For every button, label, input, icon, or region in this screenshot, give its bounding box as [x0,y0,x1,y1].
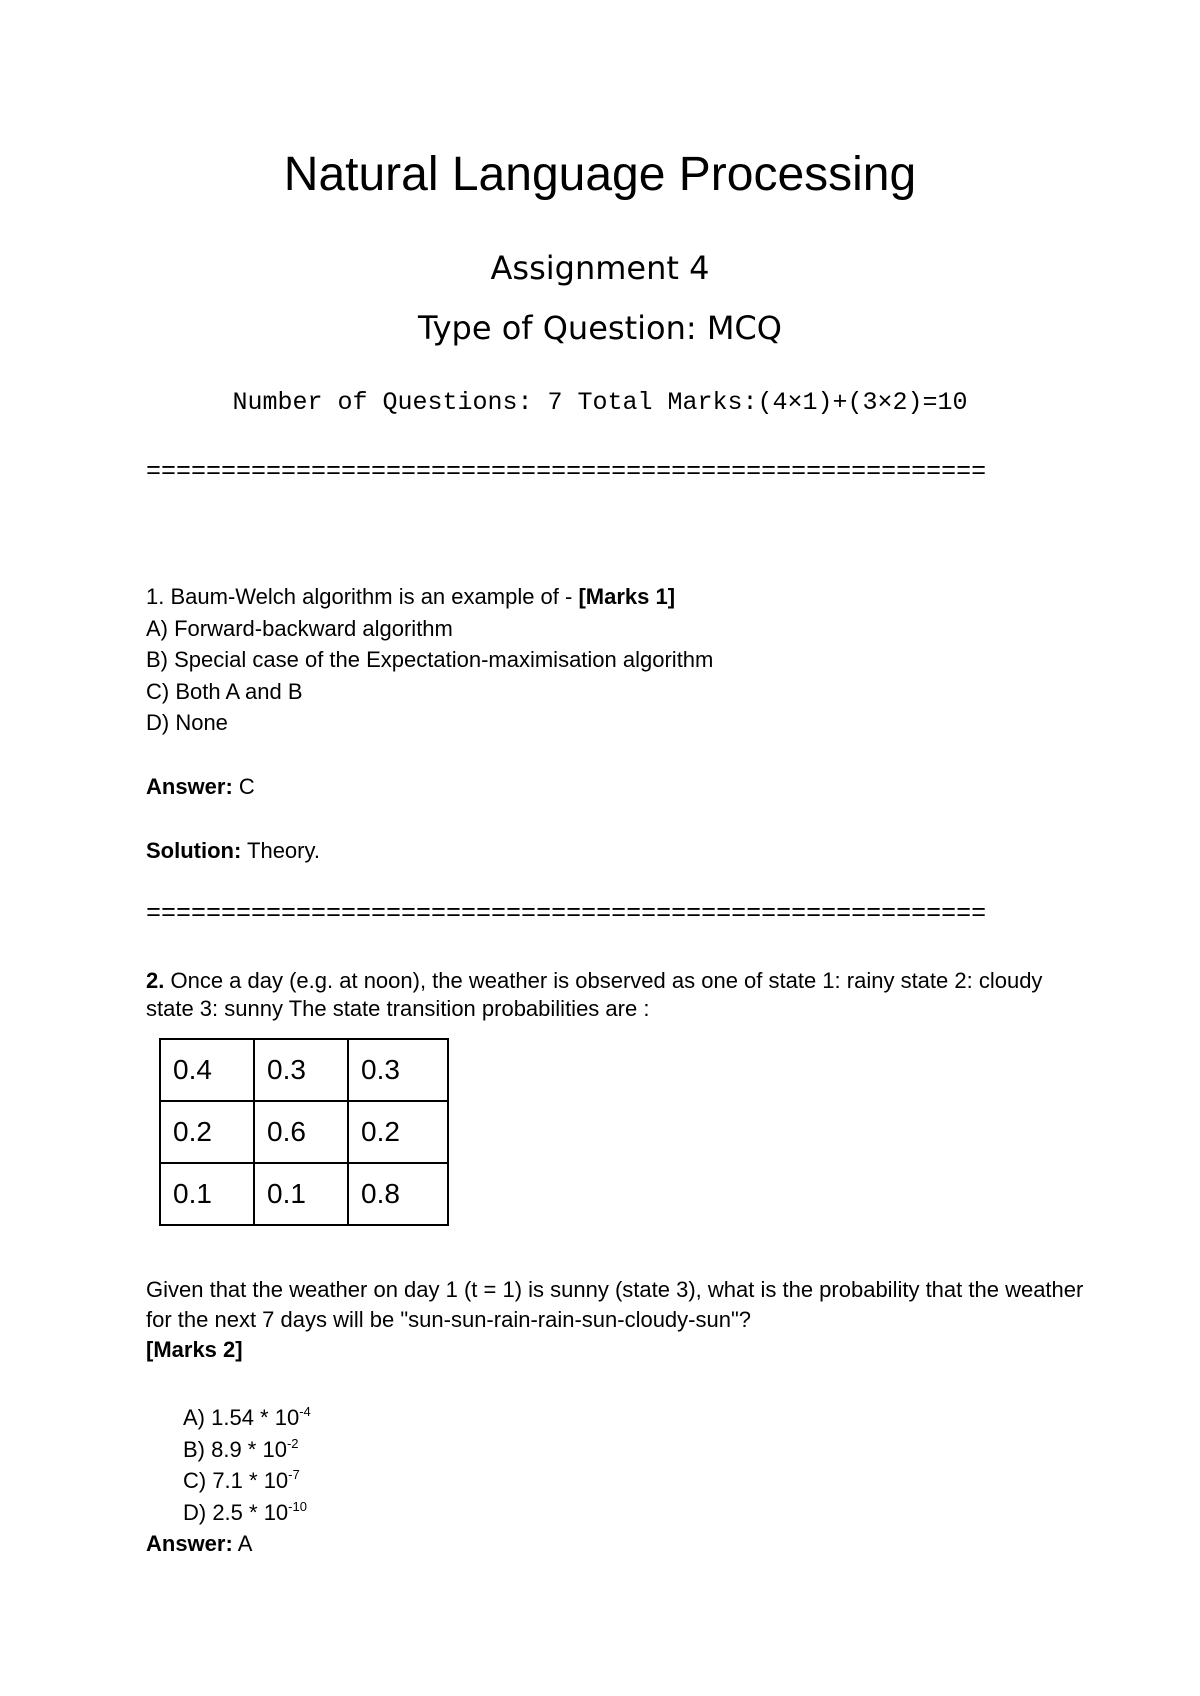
question-type-heading: Type of Question: MCQ [418,309,782,347]
separator-line: ======================================================== [146,900,987,928]
question-2-option-c [183,1465,311,1497]
question-1-text: Baum-Welch algorithm is an example of - [164,584,579,609]
question-2-text: Once a day (e.g. at noon), the weather is observed as one of state 1: rainy state 2: cloudy state 3: sunny The state transition probabilities are : [146,968,1043,1021]
question-2-stem [146,967,1086,1023]
matrix-cell: 0.3 [348,1039,448,1101]
answer-label: Answer: [146,1531,233,1556]
question-1-solution [146,835,1066,867]
matrix-cell: 0.2 [160,1101,254,1163]
question-1 [146,581,1066,739]
matrix-cell: 0.1 [160,1163,254,1225]
matrix-cell: 0.6 [254,1101,348,1163]
table-row [160,1101,448,1163]
option-exponent: -7 [288,1467,300,1482]
matrix-cell: 0.4 [160,1039,254,1101]
question-2-option-d [183,1497,311,1529]
question-2-option-a [183,1402,311,1434]
assignment-heading: Assignment 4 [490,249,710,287]
answer-value: A [232,1531,253,1556]
question-2-options [183,1402,311,1528]
answer-label: Answer: [146,774,233,799]
separator-line: ======================================================== [146,458,987,486]
question-1-option-c: C) Both A and B [146,678,303,704]
table-row [160,1163,448,1225]
question-2 [146,967,1086,1023]
question-2-number: 2. [146,968,165,993]
question-2-option-b [183,1434,311,1466]
option-text: A) 1.54 * 10 [183,1405,300,1430]
question-1-option-b: B) Special case of the Expectation-maximisation algorithm [146,647,714,672]
question-1-option-d: D) None [146,710,228,735]
option-exponent: -10 [288,1498,307,1514]
transition-matrix-table [159,1038,449,1226]
question-2-question: Given that the weather on day 1 (t = 1) is sunny (state 3), what is the probability that the weather for the next 7 days will be "sun-sun-rain-rain-sun-cloudy-sun"? [146,1277,1084,1332]
option-text: B) 8.9 * 10 [183,1436,287,1462]
matrix-cell: 0.8 [348,1163,448,1225]
question-1-stem [146,581,1066,613]
document-title: Natural Language Processing [283,148,917,201]
matrix-cell: 0.2 [348,1101,448,1163]
question-1-number: 1. [146,584,165,609]
option-text: D) 2.5 * 10 [183,1499,289,1525]
option-text: C) 7.1 * 10 [183,1468,289,1493]
question-2-prompt [146,1275,1086,1365]
solution-value: Theory. [241,838,320,863]
solution-label: Solution: [146,838,242,863]
question-1-option-a: A) Forward-backward algorithm [146,615,453,641]
question-count-line: Number of Questions: 7 Total Marks:(4×1)+(3×2)=10 [232,388,968,417]
option-exponent: -4 [299,1404,311,1419]
question-1-marks: [Marks 1] [578,584,676,609]
question-2-answer [146,1528,252,1560]
question-1-answer [146,771,1066,803]
matrix-cell: 0.3 [254,1039,348,1101]
question-2-marks: [Marks 2] [146,1337,243,1362]
matrix-cell: 0.1 [254,1163,348,1225]
answer-value: C [232,774,255,799]
option-exponent: -2 [286,1435,299,1451]
table-row [160,1039,448,1101]
